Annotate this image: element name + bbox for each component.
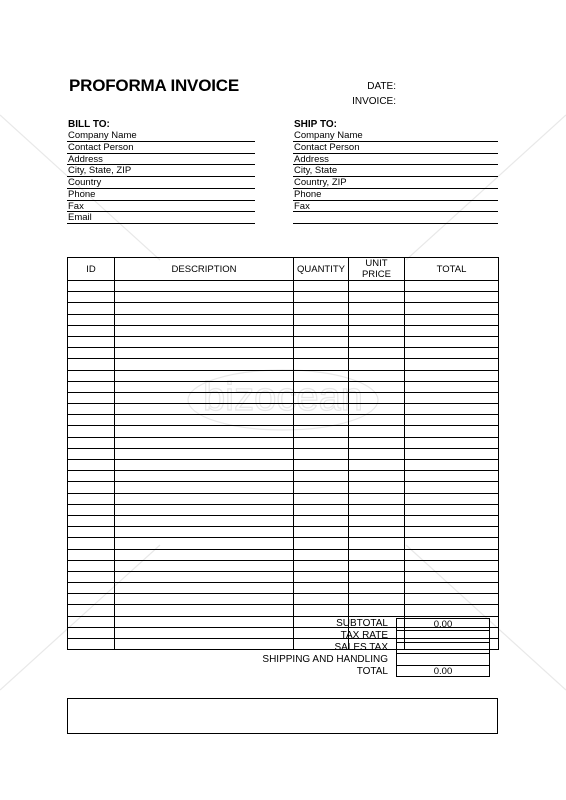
cell-unit-price[interactable] <box>349 471 405 482</box>
cell-unit-price[interactable] <box>349 404 405 415</box>
cell-quantity[interactable] <box>294 336 349 347</box>
cell-id[interactable] <box>68 527 115 538</box>
cell-total[interactable] <box>405 571 499 582</box>
cell-description[interactable] <box>115 415 294 426</box>
cell-description[interactable] <box>115 605 294 616</box>
table-row <box>68 415 499 426</box>
cell-total[interactable] <box>405 583 499 594</box>
cell-unit-price[interactable] <box>349 448 405 459</box>
cell-quantity[interactable] <box>294 314 349 325</box>
cell-description[interactable] <box>115 504 294 515</box>
ship-to-phone-field[interactable]: Phone <box>293 189 498 201</box>
cell-unit-price[interactable] <box>349 460 405 471</box>
table-row <box>68 314 499 325</box>
ship-to-address-field[interactable]: Address <box>293 154 498 166</box>
cell-description[interactable] <box>115 448 294 459</box>
cell-description[interactable] <box>115 594 294 605</box>
cell-id[interactable] <box>68 359 115 370</box>
cell-total[interactable] <box>405 348 499 359</box>
bill-to-contact-field[interactable]: Contact Person <box>67 142 255 154</box>
cell-total[interactable] <box>405 415 499 426</box>
ship-to-heading: SHIP TO: <box>294 119 337 130</box>
col-header-quantity: QUANTITY <box>294 258 349 281</box>
table-row <box>68 538 499 549</box>
cell-total[interactable] <box>405 549 499 560</box>
cell-id[interactable] <box>68 448 115 459</box>
cell-description[interactable] <box>115 460 294 471</box>
cell-quantity[interactable] <box>294 515 349 526</box>
cell-id[interactable] <box>68 616 115 627</box>
cell-quantity[interactable] <box>294 571 349 582</box>
cell-unit-price[interactable] <box>349 605 405 616</box>
cell-description[interactable] <box>115 359 294 370</box>
cell-id[interactable] <box>68 515 115 526</box>
cell-quantity[interactable] <box>294 594 349 605</box>
cell-total[interactable] <box>405 381 499 392</box>
cell-description[interactable] <box>115 303 294 314</box>
table-row <box>68 460 499 471</box>
bill-to-company-field[interactable]: Company Name <box>67 130 255 142</box>
cell-id[interactable] <box>68 292 115 303</box>
cell-unit-price[interactable] <box>349 482 405 493</box>
cell-description[interactable] <box>115 404 294 415</box>
cell-description[interactable] <box>115 493 294 504</box>
cell-total[interactable] <box>405 281 499 292</box>
cell-quantity[interactable] <box>294 549 349 560</box>
cell-id[interactable] <box>68 437 115 448</box>
cell-quantity[interactable] <box>294 538 349 549</box>
invoice-label: INVOICE: <box>352 96 396 107</box>
cell-quantity[interactable] <box>294 605 349 616</box>
cell-unit-price[interactable] <box>349 348 405 359</box>
cell-quantity[interactable] <box>294 370 349 381</box>
cell-quantity[interactable] <box>294 426 349 437</box>
cell-total[interactable] <box>405 303 499 314</box>
table-row <box>68 336 499 347</box>
ship-to-company-field[interactable]: Company Name <box>293 130 498 142</box>
cell-id[interactable] <box>68 348 115 359</box>
ship-to-block <box>293 130 498 224</box>
cell-description[interactable] <box>115 281 294 292</box>
cell-id[interactable] <box>68 605 115 616</box>
items-table <box>67 257 499 650</box>
bill-to-address-field[interactable]: Address <box>67 154 255 166</box>
cell-id[interactable] <box>68 460 115 471</box>
cell-total[interactable] <box>405 594 499 605</box>
table-row <box>68 560 499 571</box>
cell-unit-price[interactable] <box>349 325 405 336</box>
cell-unit-price[interactable] <box>349 336 405 347</box>
table-body <box>68 281 499 650</box>
cell-total[interactable] <box>405 471 499 482</box>
cell-total[interactable] <box>405 482 499 493</box>
cell-description[interactable] <box>115 381 294 392</box>
cell-unit-price[interactable] <box>349 549 405 560</box>
cell-id[interactable] <box>68 538 115 549</box>
table-row <box>68 392 499 403</box>
cell-quantity[interactable] <box>294 471 349 482</box>
bill-to-block <box>67 130 255 224</box>
cell-total[interactable] <box>405 359 499 370</box>
cell-id[interactable] <box>68 381 115 392</box>
cell-quantity[interactable] <box>294 415 349 426</box>
cell-unit-price[interactable] <box>349 515 405 526</box>
cell-total[interactable] <box>405 325 499 336</box>
cell-unit-price[interactable] <box>349 426 405 437</box>
col-header-unit-price: UNIT PRICE <box>349 258 405 281</box>
cell-id[interactable] <box>68 493 115 504</box>
bill-to-email-field[interactable]: Email <box>67 212 255 224</box>
cell-description[interactable] <box>115 336 294 347</box>
cell-total[interactable] <box>405 504 499 515</box>
bill-to-country-field[interactable]: Country <box>67 177 255 189</box>
cell-description[interactable] <box>115 292 294 303</box>
cell-total[interactable] <box>405 336 499 347</box>
cell-id[interactable] <box>68 392 115 403</box>
cell-total[interactable] <box>405 460 499 471</box>
subtotal-value[interactable]: 0.00 <box>396 618 490 630</box>
cell-id[interactable] <box>68 336 115 347</box>
ship-to-extra-field[interactable] <box>293 212 498 224</box>
cell-total[interactable] <box>405 560 499 571</box>
cell-total[interactable] <box>405 392 499 403</box>
cell-description[interactable] <box>115 549 294 560</box>
cell-quantity[interactable] <box>294 560 349 571</box>
table-row <box>68 605 499 616</box>
cell-unit-price[interactable] <box>349 504 405 515</box>
cell-id[interactable] <box>68 370 115 381</box>
cell-quantity[interactable] <box>294 583 349 594</box>
cell-total[interactable] <box>405 292 499 303</box>
subtotal-label: SUBTOTAL <box>336 618 388 630</box>
cell-total[interactable] <box>405 426 499 437</box>
cell-id[interactable] <box>68 583 115 594</box>
cell-id[interactable] <box>68 560 115 571</box>
table-row <box>68 437 499 448</box>
cell-quantity[interactable] <box>294 381 349 392</box>
notes-box[interactable] <box>67 698 498 734</box>
cell-description[interactable] <box>115 325 294 336</box>
table-row <box>68 549 499 560</box>
cell-unit-price[interactable] <box>349 314 405 325</box>
cell-id[interactable] <box>68 471 115 482</box>
cell-unit-price[interactable] <box>349 583 405 594</box>
cell-quantity[interactable] <box>294 325 349 336</box>
cell-total[interactable] <box>405 538 499 549</box>
table-row <box>68 426 499 437</box>
cell-quantity[interactable] <box>294 504 349 515</box>
table-row <box>68 359 499 370</box>
cell-unit-price[interactable] <box>349 281 405 292</box>
tax-rate-label: TAX RATE <box>340 630 388 642</box>
watermark-text: bizocean <box>202 375 364 419</box>
cell-description[interactable] <box>115 392 294 403</box>
cell-quantity[interactable] <box>294 348 349 359</box>
tax-rate-value[interactable] <box>396 630 490 642</box>
table-row <box>68 493 499 504</box>
ship-to-fax-field[interactable]: Fax <box>293 201 498 213</box>
cell-description[interactable] <box>115 314 294 325</box>
cell-total[interactable] <box>405 404 499 415</box>
cell-quantity[interactable] <box>294 527 349 538</box>
cell-total[interactable] <box>405 448 499 459</box>
table-row <box>68 515 499 526</box>
total-value[interactable]: 0.00 <box>396 665 490 678</box>
cell-id[interactable] <box>68 571 115 582</box>
cell-description[interactable] <box>115 560 294 571</box>
cell-id[interactable] <box>68 482 115 493</box>
table-row <box>68 303 499 314</box>
cell-quantity[interactable] <box>294 460 349 471</box>
cell-unit-price[interactable] <box>349 594 405 605</box>
shipping-row <box>260 653 490 665</box>
cell-description[interactable] <box>115 482 294 493</box>
cell-unit-price[interactable] <box>349 437 405 448</box>
table-row <box>68 594 499 605</box>
table-row <box>68 571 499 582</box>
col-header-id: ID <box>68 258 115 281</box>
cell-id[interactable] <box>68 627 115 638</box>
cell-quantity[interactable] <box>294 437 349 448</box>
bill-to-heading: BILL TO: <box>68 119 110 130</box>
table-row <box>68 325 499 336</box>
cell-description[interactable] <box>115 370 294 381</box>
total-row <box>260 665 490 677</box>
table-row <box>68 448 499 459</box>
cell-unit-price[interactable] <box>349 415 405 426</box>
cell-id[interactable] <box>68 404 115 415</box>
date-label: DATE: <box>367 81 396 92</box>
bill-to-fax-field[interactable]: Fax <box>67 201 255 213</box>
cell-quantity[interactable] <box>294 404 349 415</box>
cell-total[interactable] <box>405 605 499 616</box>
cell-unit-price[interactable] <box>349 538 405 549</box>
cell-unit-price[interactable] <box>349 370 405 381</box>
sales-tax-label: SALES TAX <box>334 641 388 653</box>
cell-description[interactable] <box>115 348 294 359</box>
sales-tax-row <box>260 642 490 654</box>
cell-description[interactable] <box>115 426 294 437</box>
page-title: PROFORMA INVOICE <box>69 76 239 95</box>
cell-id[interactable] <box>68 314 115 325</box>
cell-description[interactable] <box>115 437 294 448</box>
cell-total[interactable] <box>405 437 499 448</box>
table-row <box>68 381 499 392</box>
cell-quantity[interactable] <box>294 482 349 493</box>
table-header-row <box>68 258 499 281</box>
cell-unit-price[interactable] <box>349 392 405 403</box>
cell-unit-price[interactable] <box>349 303 405 314</box>
total-label: TOTAL <box>356 665 388 677</box>
cell-description[interactable] <box>115 471 294 482</box>
subtotal-row <box>260 618 490 630</box>
sales-tax-value[interactable] <box>396 642 490 654</box>
col-header-description: DESCRIPTION <box>115 258 294 281</box>
tax-rate-row <box>260 630 490 642</box>
table-row <box>68 281 499 292</box>
cell-id[interactable] <box>68 549 115 560</box>
cell-description[interactable] <box>115 527 294 538</box>
cell-quantity[interactable] <box>294 303 349 314</box>
col-header-total: TOTAL <box>405 258 499 281</box>
table-row <box>68 583 499 594</box>
cell-total[interactable] <box>405 370 499 381</box>
ship-to-country-field[interactable]: Country, ZIP <box>293 177 498 189</box>
totals-block <box>260 618 490 677</box>
cell-total[interactable] <box>405 527 499 538</box>
shipping-value[interactable] <box>396 653 490 665</box>
table-row <box>68 471 499 482</box>
table-row <box>68 527 499 538</box>
cell-id[interactable] <box>68 325 115 336</box>
cell-quantity[interactable] <box>294 392 349 403</box>
cell-description[interactable] <box>115 515 294 526</box>
cell-id[interactable] <box>68 415 115 426</box>
bill-to-phone-field[interactable]: Phone <box>67 189 255 201</box>
cell-id[interactable] <box>68 426 115 437</box>
table-row <box>68 404 499 415</box>
cell-total[interactable] <box>405 515 499 526</box>
cell-quantity[interactable] <box>294 281 349 292</box>
table-row <box>68 292 499 303</box>
table-row <box>68 348 499 359</box>
cell-unit-price[interactable] <box>349 560 405 571</box>
cell-quantity[interactable] <box>294 359 349 370</box>
cell-unit-price[interactable] <box>349 571 405 582</box>
cell-quantity[interactable] <box>294 493 349 504</box>
table-row <box>68 370 499 381</box>
ship-to-city-field[interactable]: City, State <box>293 165 498 177</box>
shipping-label: SHIPPING AND HANDLING <box>262 653 388 665</box>
cell-description[interactable] <box>115 538 294 549</box>
cell-quantity[interactable] <box>294 448 349 459</box>
cell-unit-price[interactable] <box>349 359 405 370</box>
cell-unit-price[interactable] <box>349 381 405 392</box>
cell-id[interactable] <box>68 639 115 650</box>
cell-id[interactable] <box>68 281 115 292</box>
cell-total[interactable] <box>405 314 499 325</box>
table-row <box>68 504 499 515</box>
cell-id[interactable] <box>68 594 115 605</box>
cell-description[interactable] <box>115 571 294 582</box>
cell-description[interactable] <box>115 583 294 594</box>
cell-unit-price[interactable] <box>349 292 405 303</box>
table-row <box>68 482 499 493</box>
cell-unit-price[interactable] <box>349 493 405 504</box>
cell-total[interactable] <box>405 493 499 504</box>
ship-to-contact-field[interactable]: Contact Person <box>293 142 498 154</box>
cell-id[interactable] <box>68 303 115 314</box>
bill-to-city-field[interactable]: City, State, ZIP <box>67 165 255 177</box>
cell-unit-price[interactable] <box>349 527 405 538</box>
cell-id[interactable] <box>68 504 115 515</box>
cell-quantity[interactable] <box>294 292 349 303</box>
